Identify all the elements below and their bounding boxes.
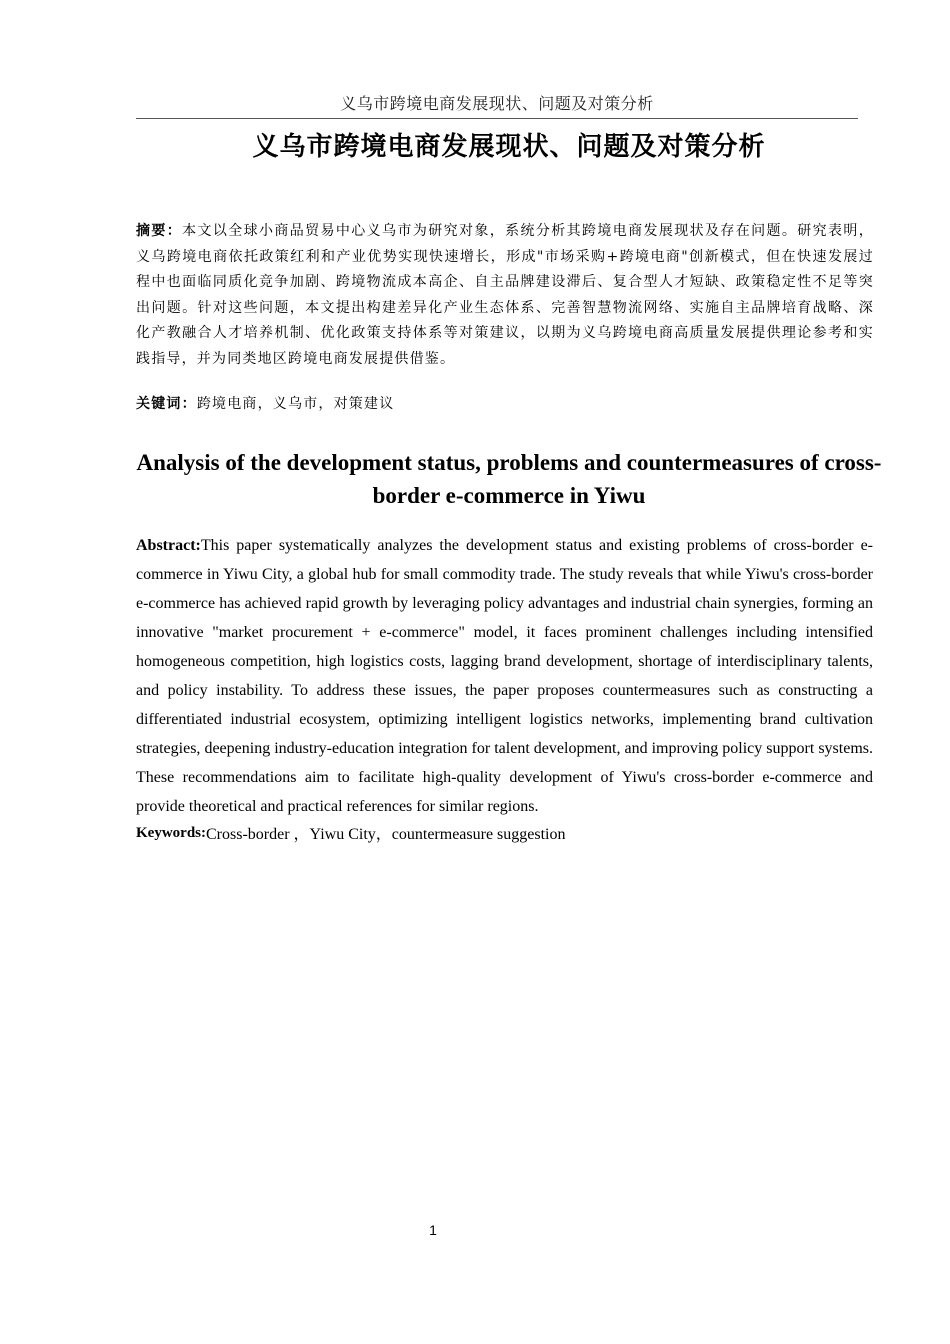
chinese-keywords-text: 跨境电商，义乌市，对策建议	[196, 396, 395, 412]
running-header: 义乌市跨境电商发展现状、问题及对策分析	[340, 94, 654, 113]
english-abstract	[136, 531, 873, 821]
chinese-keywords-label: 关键词：	[136, 396, 197, 412]
chinese-abstract-label: 摘要：	[136, 223, 183, 239]
chinese-keywords	[136, 394, 874, 414]
english-abstract-text: This paper systematically analyzes the development status and existing problems of cross-border e-commerce in Yiwu City, a global hub for small commodity trade. The study reveals that while Yiwu's cross-border e-commerce has achieved rapid growth by leveraging policy advantages and industrial chain synergies, forming an innovative "market procurement + e-commerce" model, it faces prominent challenges including intensified homogeneous competition, high logistics costs, lagging brand development, shortage of interdisciplinary talents, and policy instability. To address these issues, the paper proposes countermeasures such as constructing a differentiated industrial ecosystem, optimizing intelligent logistics networks, implementing brand cultivation strategies, deepening industry-education integration for talent development, and improving policy support systems. These recommendations aim to facilitate high-quality development of Yiwu's cross-border e-commerce and provide theoretical and practical references for similar regions.	[136, 537, 873, 815]
english-keywords-label: Keywords:	[136, 825, 206, 841]
chinese-abstract	[136, 219, 874, 372]
page-number: 1	[429, 1222, 437, 1238]
english-keywords-text: Cross-border ，Yiwu City，countermeasure suggestion	[206, 826, 566, 843]
english-title: Analysis of the development status, problems and countermeasures of cross-border e-commerce in Yiwu	[136, 450, 882, 508]
english-keywords	[136, 824, 873, 846]
chinese-abstract-text: 本文以全球小商品贸易中心义乌市为研究对象，系统分析其跨境电商发展现状及存在问题。研究表明，义乌跨境电商依托政策红利和产业优势实现快速增长，形成"市场采购+跨境电商"创新模式，但在快速发展过程中也面临同质化竞争加剧、跨境物流成本高企、自主品牌建设滞后、复合型人才短缺、政策稳定性不足等突出问题。针对这些问题，本文提出构建差异化产业生态体系、完善智慧物流网络、实施自主品牌培育战略、深化产教融合人才培养机制、优化政策支持体系等对策建议，以期为义乌跨境电商高质量发展提供理论参考和实践指导，并为同类地区跨境电商发展提供借鉴。	[136, 223, 874, 367]
header-divider	[136, 118, 858, 119]
chinese-title: 义乌市跨境电商发展现状、问题及对策分析	[252, 132, 766, 162]
english-abstract-label: Abstract:	[136, 537, 201, 554]
